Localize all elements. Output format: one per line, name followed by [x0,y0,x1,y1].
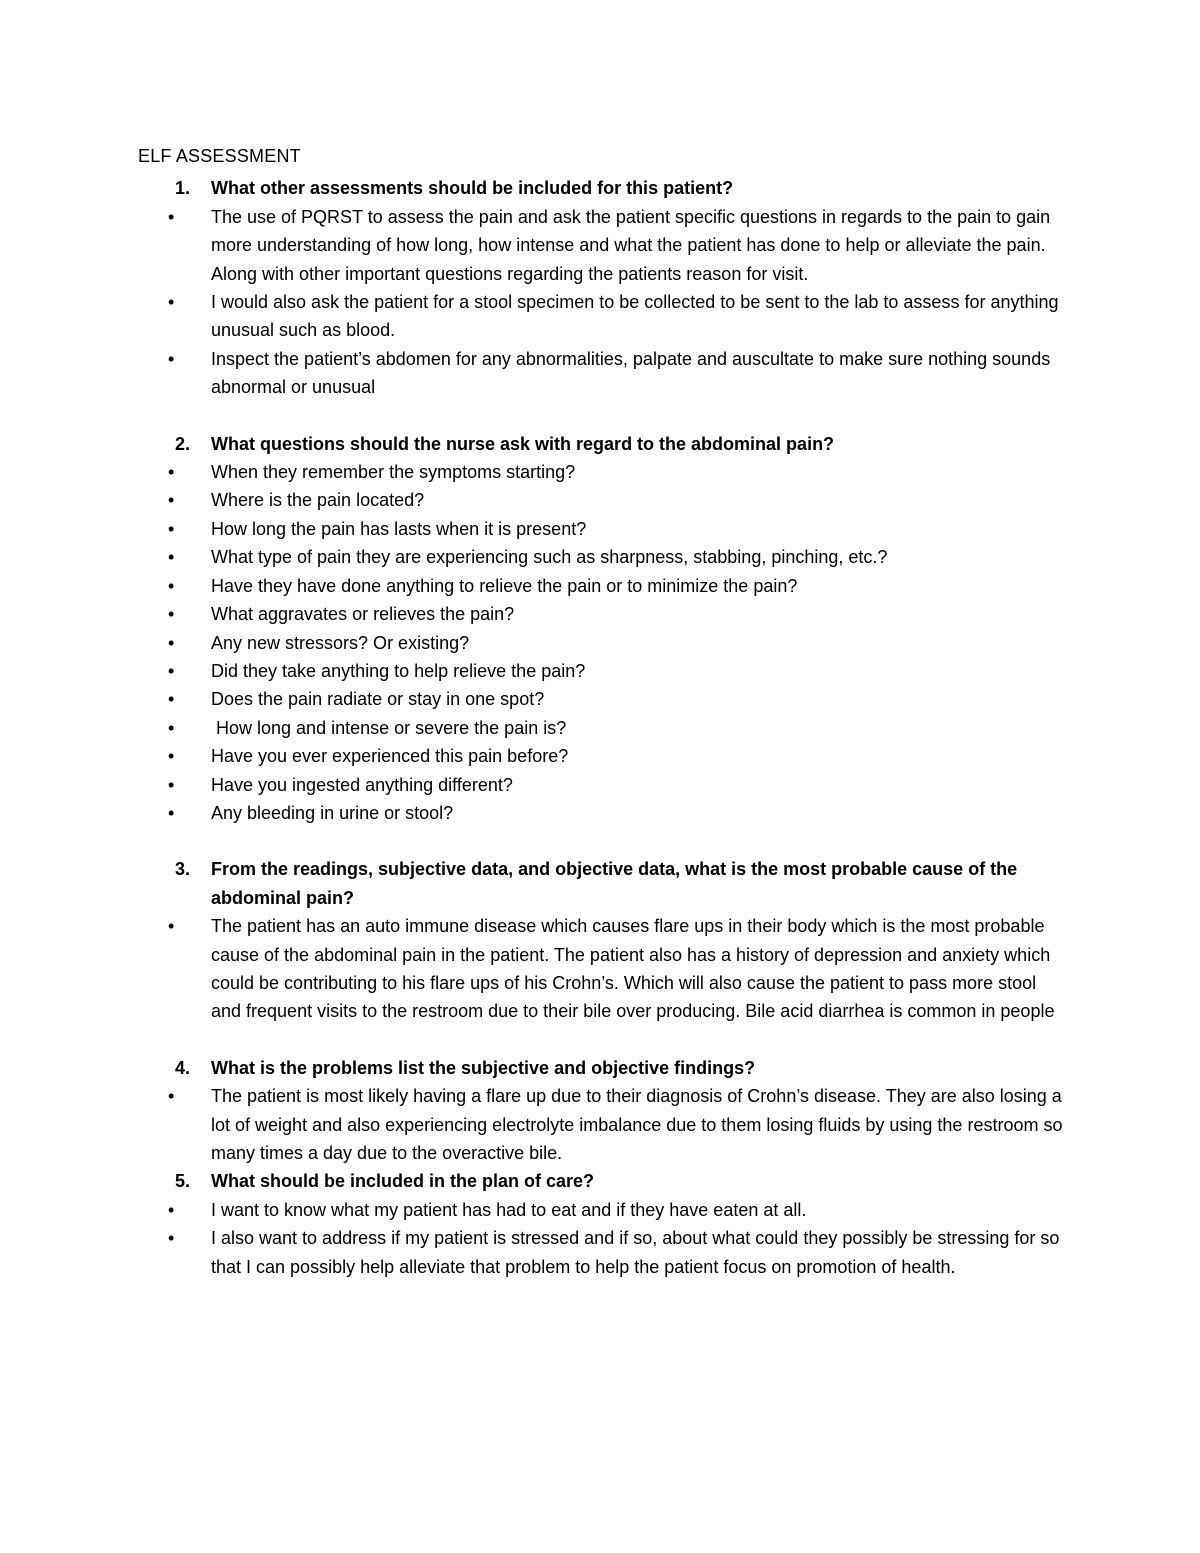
answer-list-3 [138,912,1068,1026]
answer-item [138,543,1068,571]
answer-list-1 [138,203,1068,402]
answer-text: Any new stressors? Or existing? [211,632,470,653]
question-text: What should be included in the plan of care? [211,1171,595,1192]
answer-text: Did they take anything to help relieve the pain? [211,660,586,681]
answer-item [138,203,1068,288]
bullet-icon: • [168,774,175,795]
answer-text: When they remember the symptoms starting? [211,462,576,483]
question-number: 1. [175,178,191,199]
answer-item [138,771,1068,799]
answer-item [138,714,1068,742]
answer-item [138,685,1068,713]
bullet-icon: • [168,689,175,710]
bullet-icon: • [168,746,175,767]
question-5 [138,1167,1068,1195]
bullet-icon: • [168,660,175,681]
answer-text: Have you ever experienced this pain before? [211,746,569,767]
answer-item [138,515,1068,543]
answer-item [138,1224,1068,1281]
bullet-icon: • [168,206,175,227]
bullet-icon: • [168,1199,175,1220]
bullet-icon: • [168,292,175,313]
answer-item [138,1082,1068,1167]
answer-item [138,458,1068,486]
answer-text: I would also ask the patient for a stool specimen to be collected to be sent to the lab to assess for anything unusual such as blood. [211,292,1059,341]
bullet-icon: • [168,916,175,937]
answer-text: The use of PQRST to assess the pain and ask the patient specific questions in regards to the pain to gain more understanding of how long, how intense and what the patient has done to help or alleviate the pain. Along with other important questions regarding the patients reason for visit. [211,206,1051,284]
answer-text: Have you ingested anything different? [211,774,513,795]
question-number: 5. [175,1171,191,1192]
bullet-icon: • [168,632,175,653]
answer-text: Any bleeding in urine or stool? [211,802,454,823]
answer-item [138,572,1068,600]
document-content [138,142,1068,1281]
question-number: 3. [175,859,191,880]
question-text: What is the problems list the subjective and objective findings? [211,1057,756,1078]
question-text: What questions should the nurse ask with regard to the abdominal pain? [211,433,835,454]
answer-text: Have they have done anything to relieve the pain or to minimize the pain? [211,575,798,596]
answer-list-4 [138,1082,1068,1167]
answer-text: Inspect the patient’s abdomen for any abnormalities, palpate and auscultate to make sure nothing sounds abnormal or unusual [211,348,1051,398]
bullet-icon: • [168,802,175,823]
answer-item [138,742,1068,770]
answer-text: What type of pain they are experiencing such as sharpness, stabbing, pinching, etc.? [211,547,888,568]
document-title: ELF ASSESSMENT [138,146,301,166]
answer-text: Does the pain radiate or stay in one spot? [211,689,545,710]
answer-text: How long the pain has lasts when it is present? [211,518,587,539]
answer-item [138,657,1068,685]
bullet-icon: • [168,547,175,568]
answer-item [138,799,1068,827]
question-2 [138,430,1068,458]
answer-item [138,629,1068,657]
question-3 [138,855,1068,912]
answer-text: The patient has an auto immune disease which causes flare ups in their body which is the most probable cause of the abdominal pain in the patient. The patient also has a history of depression and anxiety which could be contributing to his flare ups of his Crohn’s. Which will also cause the patient to pass more stool and frequent visits to the restroom due to their bile over producing. Bile acid diarrhea is common in people [211,916,1055,1022]
bullet-icon: • [168,575,175,596]
answer-text: Where is the pain located? [211,490,425,511]
answer-item [138,288,1068,345]
bullet-icon: • [168,348,175,369]
bullet-icon: • [168,1228,175,1249]
answer-item [138,1196,1068,1224]
bullet-icon: • [168,717,175,738]
question-number: 2. [175,433,191,454]
answer-text: I want to know what my patient has had to eat and if they have eaten at all. [211,1199,807,1220]
answer-item [138,345,1068,402]
bullet-icon: • [168,1086,175,1107]
question-text: What other assessments should be included for this patient? [211,178,734,199]
answer-list-5 [138,1196,1068,1281]
question-1 [138,174,1068,202]
answer-text: The patient is most likely having a flare up due to their diagnosis of Crohn’s disease. They are also losing a lot of weight and also experiencing electrolyte imbalance due to them losing fluids by using the restroom so many times a day due to the overactive bile. [211,1086,1063,1163]
answer-list-2 [138,458,1068,827]
question-4 [138,1054,1068,1082]
bullet-icon: • [168,518,175,539]
bullet-icon: • [168,462,175,483]
answer-item [138,912,1068,1026]
bullet-icon: • [168,604,175,625]
bullet-icon: • [168,490,175,511]
answer-item [138,600,1068,628]
answer-item [138,486,1068,514]
answer-text: What aggravates or relieves the pain? [211,604,515,625]
question-text: From the readings, subjective data, and objective data, what is the most probable cause of the abdominal pain? [211,859,1018,908]
question-number: 4. [175,1057,191,1078]
answer-text: How long and intense or severe the pain is? [211,717,567,738]
answer-text: I also want to address if my patient is stressed and if so, about what could they possibly be stressing for so that I can possibly help alleviate that problem to help the patient focus on promotion of health. [211,1228,1060,1277]
